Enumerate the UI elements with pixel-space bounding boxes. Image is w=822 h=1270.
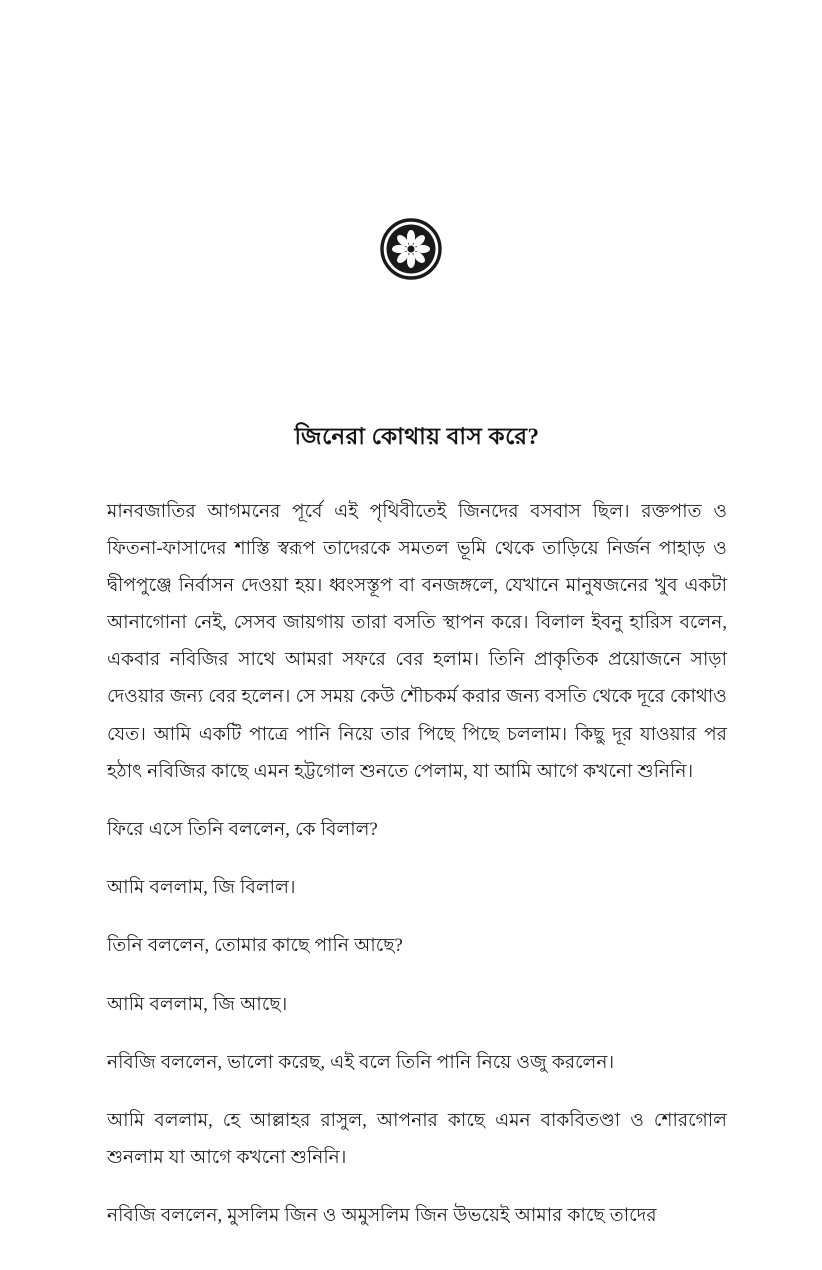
paragraph-4: তিনি বললেন, তোমার কাছে পানি আছে? <box>107 935 403 957</box>
paragraph-7: আমি বললাম, হে আল্লাহর রাসুল, আপনার কাছে এমন বাকবিতণ্ডা ও শোরগোল শুনলাম যা আগে কখনো শুনিনি। <box>107 1109 727 1169</box>
paragraph-2: ফিরে এসে তিনি বললেন, কে বিলাল? <box>107 819 378 840</box>
page-title: জিনেরা কোথায় বাস করে? <box>294 424 540 449</box>
page-content <box>107 420 727 1235</box>
paragraph-5: আমি বললাম, জি আছে। <box>107 993 288 1015</box>
flower-wheel-ornament <box>0 218 822 280</box>
paragraph-8: নবিজি বললেন, মুসলিম জিন ও অমুসলিম জিন উভয়েই আমার কাছে তাদের <box>107 1205 657 1227</box>
paragraph-1: মানবজাতির আগমনের পূর্বে এই পৃথিবীতেই জিনদের বসবাস ছিল। রক্তপাত ও ফিতনা-ফাসাদের শাস্তি স্বরূপ তাদেরকে সমতল ভূমি থেকে তাড়িয়ে নির্জন পাহাড় ও দ্বীপপুঞ্জে নির্বাসন দেওয়া হয়। ধ্বংসস্তূপ বা বনজঙ্গলে, যেখানে মানুষজনের খুব একটা আনাগোনা নেই, সেসব জায়গায় তারা বসতি স্থাপন করে। বিলাল ইবনু হারিস বলেন, একবার নবিজির সাথে আমরা সফরে বের হলাম। তিনি প্রাকৃতিক প্রয়োজনে সাড়া দেওয়ার জন্য বের হলেন। সে সময় কেউ শৌচকর্ম করার জন্য বসতি থেকে দূরে কোথাও যেত। আমি একটি পাত্রে পানি নিয়ে তার পিছে পিছে চললাম। কিছু দূর যাওয়ার পর হঠাৎ নবিজির কাছে এমন হট্টগোল শুনতে পেলাম, যা আমি আগে কখনো শুনিনি। <box>107 500 727 782</box>
paragraph-6: নবিজি বললেন, ভালো করেছ, এই বলে তিনি পানি নিয়ে ওজু করলেন। <box>107 1051 615 1073</box>
paragraph-3: আমি বললাম, জি বিলাল। <box>107 877 296 899</box>
